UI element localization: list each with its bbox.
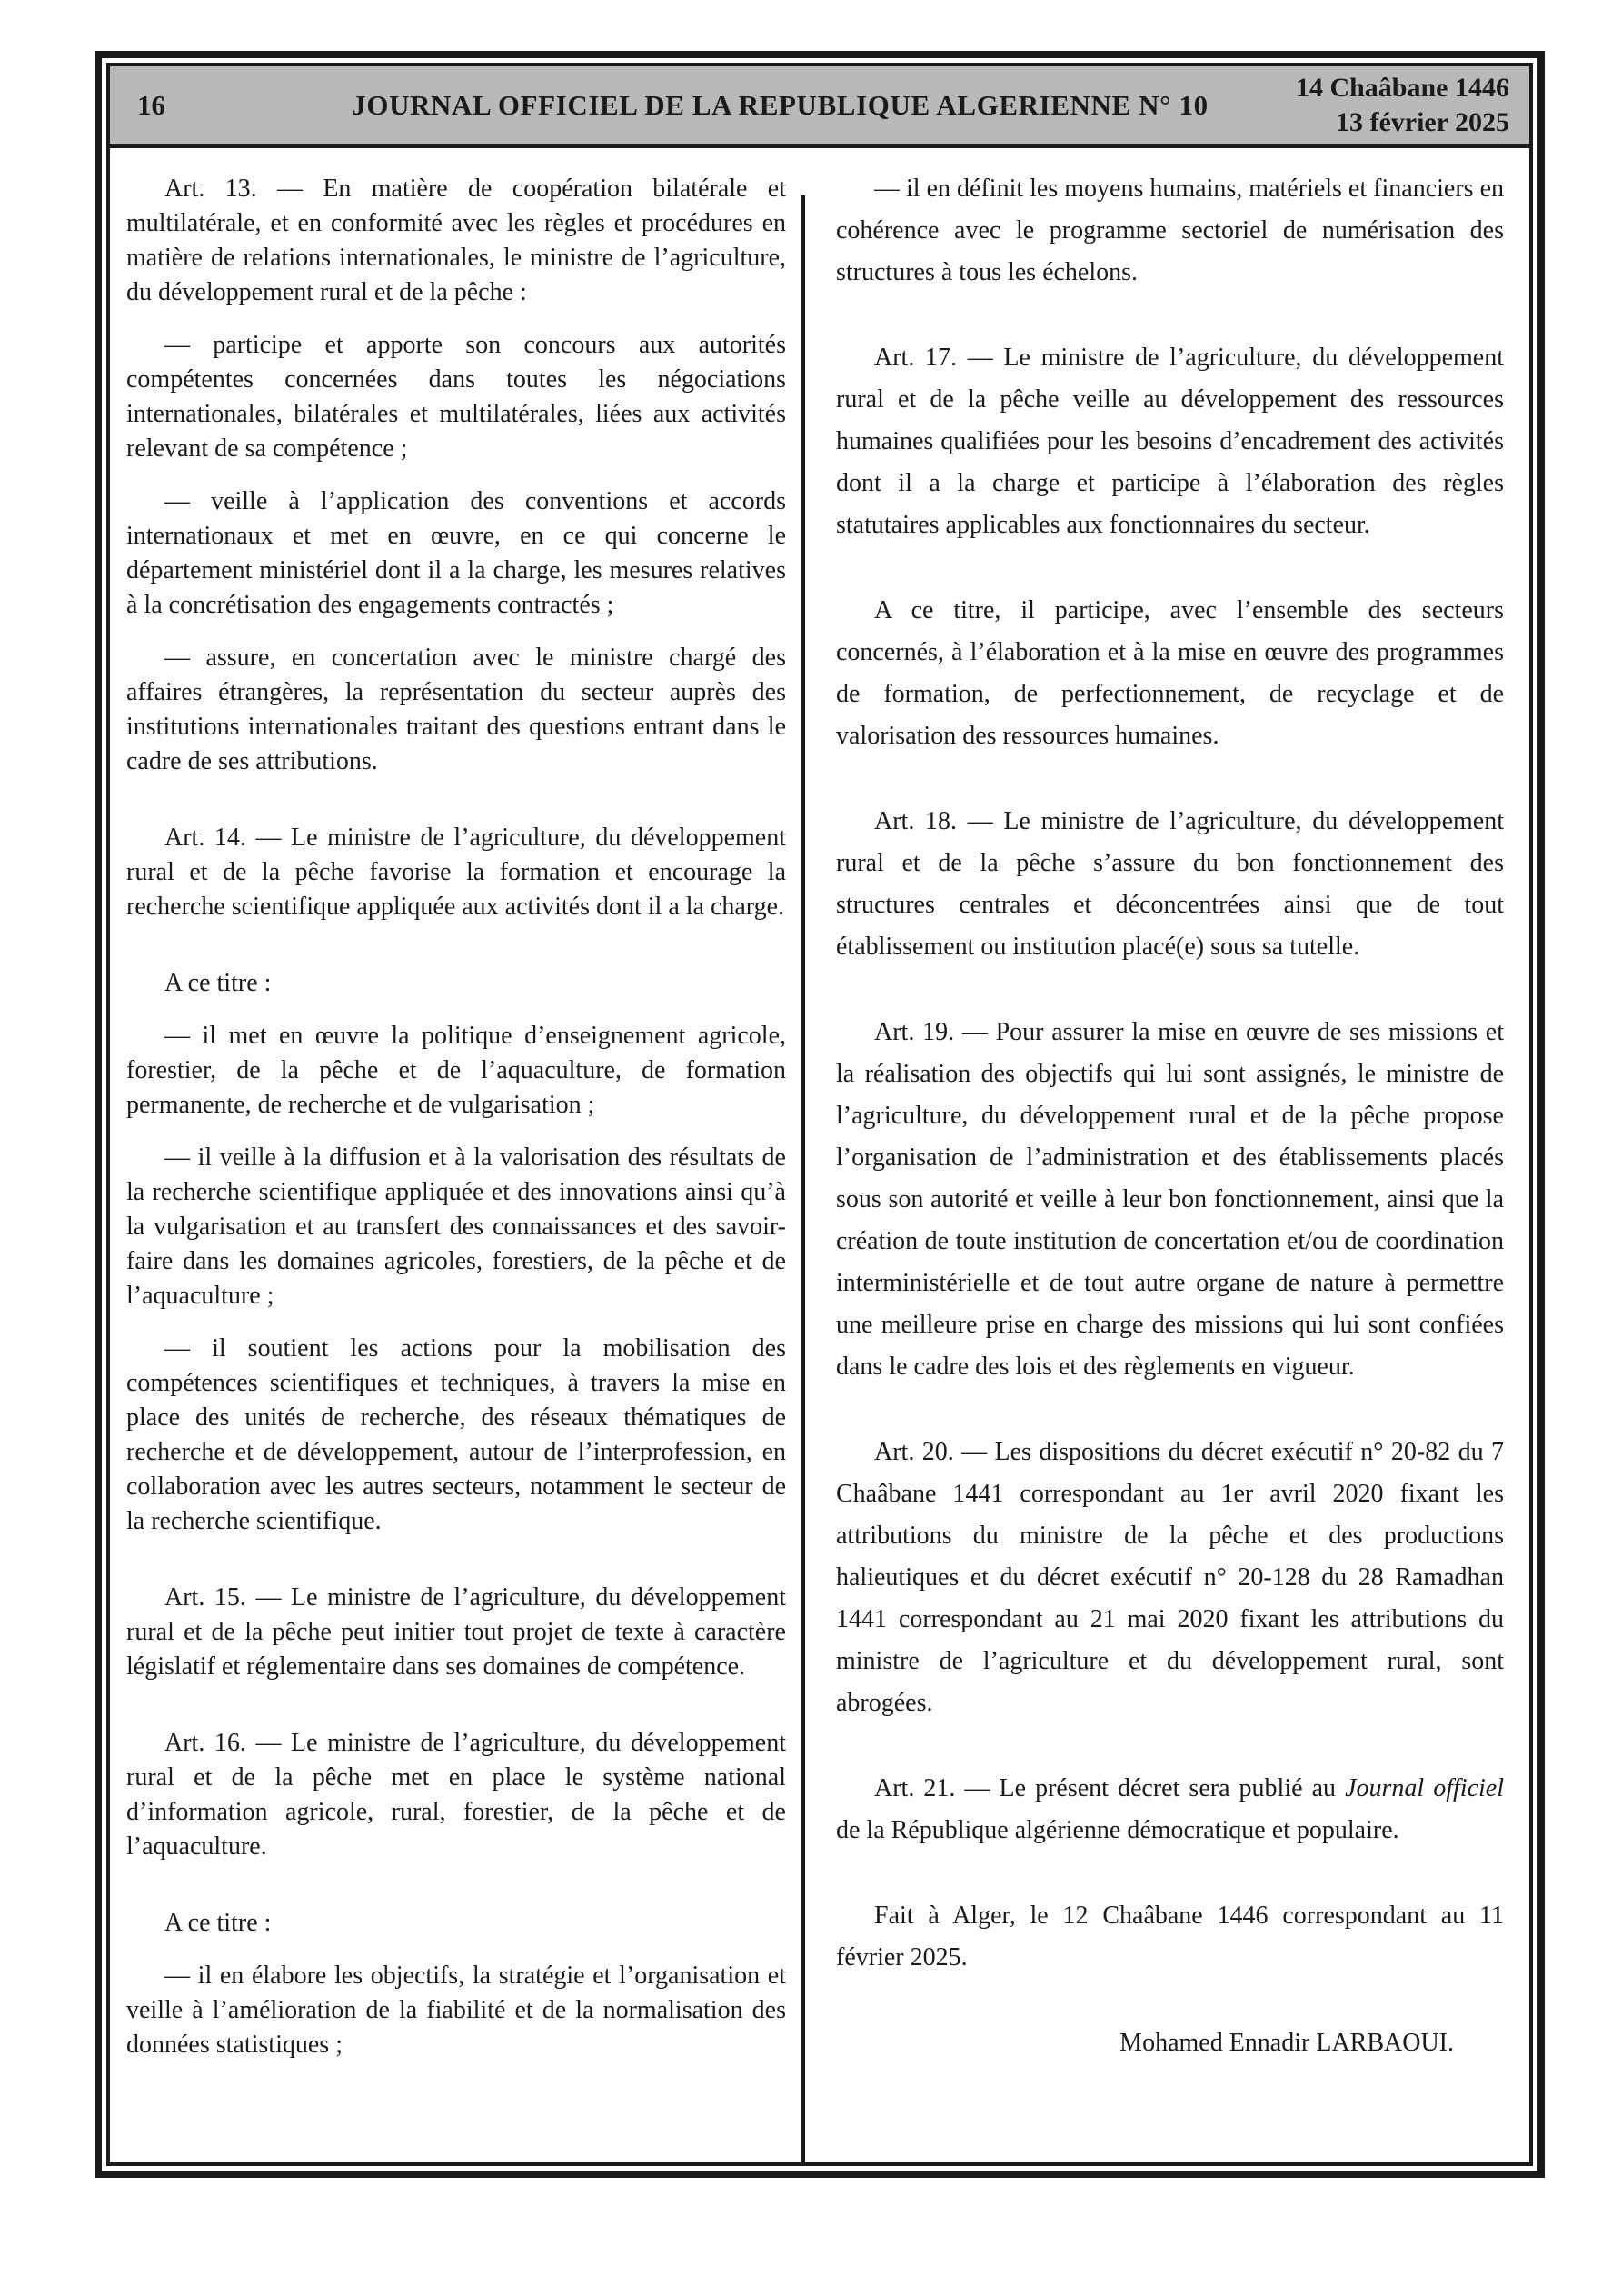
issue-date-hijri: 14 Chaâbane 1446 <box>1295 72 1509 103</box>
plain-text: de la République algérienne démocratique et populaire. <box>836 1816 1399 1844</box>
bullet-item: — veille à l’application des conventions et accords internationaux et met en œuvre, en ce qui concerne le département ministériel dont il a la charge, les mesures relatives à la concrétisation des engagements contractés ; <box>126 487 786 619</box>
italic-text: Journal officiel <box>1345 1774 1505 1802</box>
left-column <box>110 148 801 2162</box>
issue-dates <box>1296 71 1509 140</box>
closing-date-paragraph: Fait à Alger, le 12 Chaâbane 1446 correspondant au 11 février 2025. <box>836 1902 1504 1972</box>
right-column <box>805 148 1529 2162</box>
page-frame-inner <box>106 63 1533 2166</box>
issue-date-gregorian: 13 février 2025 <box>1335 106 1509 137</box>
bullet-item: — participe et apporte son concours aux autorités compétentes concernées dans toutes les négociations internationales, bilatérales et multilatérales, liées aux activités relevant de sa compétence ; <box>126 331 786 463</box>
intro-line: A ce titre : <box>164 969 272 997</box>
plain-text: Art. 21. — Le présent décret sera publié au <box>874 1774 1346 1802</box>
page-frame <box>95 51 1545 2178</box>
bullet-item: — il en définit les moyens humains, matériels et financiers en cohérence avec le programme sectoriel de numérisation des structures à tous les échelons. <box>836 175 1504 286</box>
page-number: 16 <box>137 88 165 121</box>
art-15-paragraph: Art. 15. — Le ministre de l’agriculture, du développement rural et de la pêche peut initier tout projet de texte à caractère législatif et réglementaire dans ses domaines de compétence. <box>126 1583 786 1681</box>
intro-line: A ce titre : <box>164 1909 272 1937</box>
art-16-paragraph: Art. 16. — Le ministre de l’agriculture, du développement rural et de la pêche met en place le système national d’information agricole, rural, forestier, de la pêche et de l’aquaculture. <box>126 1729 786 1861</box>
bullet-item: — assure, en concertation avec le ministre chargé des affaires étrangères, la représentation du secteur auprès des institutions internationales traitant des questions entrant dans le cadre de ses attributions. <box>126 644 786 775</box>
bullet-item: — il en élabore les objectifs, la stratégie et l’organisation et veille à l’amélioration de la fiabilité et de la normalisation des données statistiques ; <box>126 1962 786 2059</box>
page-header-band <box>110 66 1529 148</box>
journal-title: JOURNAL OFFICIEL DE LA REPUBLIQUE ALGERIENNE N° 10 <box>352 88 1209 121</box>
bullet-item: — il veille à la diffusion et à la valorisation des résultats de la recherche scientifique appliquée et des innovations ainsi qu’à la vulgarisation et au transfert des connaissances et des savoir-faire dans les domaines agricoles, forestiers, de la pêche et de l’aquaculture ; <box>126 1143 786 1310</box>
art-14-paragraph: Art. 14. — Le ministre de l’agriculture, du développement rural et de la pêche favorise la formation et encourage la recherche scientifique appliquée aux activités dont il a la charge. <box>126 824 786 921</box>
art-20-paragraph: Art. 20. — Les dispositions du décret exécutif n° 20-82 du 7 Chaâbane 1441 correspondant au 1er avril 2020 fixant les attributions du ministre de la pêche et des productions halieutiques et du décret exécutif n° 20-128 du 28 Ramadhan 1441 correspondant au 21 mai 2020 fixant les attributions du ministre de l’agriculture et du développement rural, sont abrogées. <box>836 1438 1504 1717</box>
art-21-paragraph <box>836 1768 1504 1852</box>
art-19-paragraph: Art. 19. — Pour assurer la mise en œuvre de ses missions et la réalisation des objectifs qui lui sont assignés, le ministre de l’agriculture, du développement rural et de la pêche propose l’organisation de l’administration et des établissements placés sous son autorité et veille à leur bon fonctionnement, ainsi que la création de toute institution de concertation et/ou de coordination interministérielle et de tout autre organe de nature à permettre une meilleure prise en charge des missions qui lui sont confiées dans le cadre des lois et des règlements en vigueur. <box>836 1018 1504 1381</box>
art-18-paragraph: Art. 18. — Le ministre de l’agriculture, du développement rural et de la pêche s’assure du bon fonctionnement des structures centrales et déconcentrées ainsi que de tout établissement ou institution placé(e) sous sa tutelle. <box>836 807 1504 961</box>
bullet-item: — il met en œuvre la politique d’enseignement agricole, forestier, de la pêche et de l’aquaculture, de formation permanente, de recherche et de vulgarisation ; <box>126 1022 786 1119</box>
plain-paragraph: A ce titre, il participe, avec l’ensemble des secteurs concernés, à l’élaboration et à la mise en œuvre des programmes de formation, de perfectionnement, de recyclage et de valorisation des ressources humaines. <box>836 596 1504 750</box>
art-13-paragraph: Art. 13. — En matière de coopération bilatérale et multilatérale, et en conformité avec les règles et procédures en matière de relations internationales, le ministre de l’agriculture, du développement rural et de la pêche : <box>126 175 786 306</box>
bullet-item: — il soutient les actions pour la mobilisation des compétences scientifiques et techniques, à travers la mise en place des unités de recherche, des réseaux thématiques de recherche et de développement, autour de l’interprofession, en collaboration avec les autres secteurs, notamment le secteur de la recherche scientifique. <box>126 1334 786 1535</box>
art-17-paragraph: Art. 17. — Le ministre de l’agriculture, du développement rural et de la pêche veille au développement des ressources humaines qualifiées pour les besoins d’encadrement des activités dont il a la charge et participe à l’élaboration des règles statutaires applicables aux fonctionnaires du secteur. <box>836 344 1504 539</box>
signature-line: Mohamed Ennadir LARBAOUI. <box>1119 2029 1454 2057</box>
page-body <box>110 148 1529 2162</box>
